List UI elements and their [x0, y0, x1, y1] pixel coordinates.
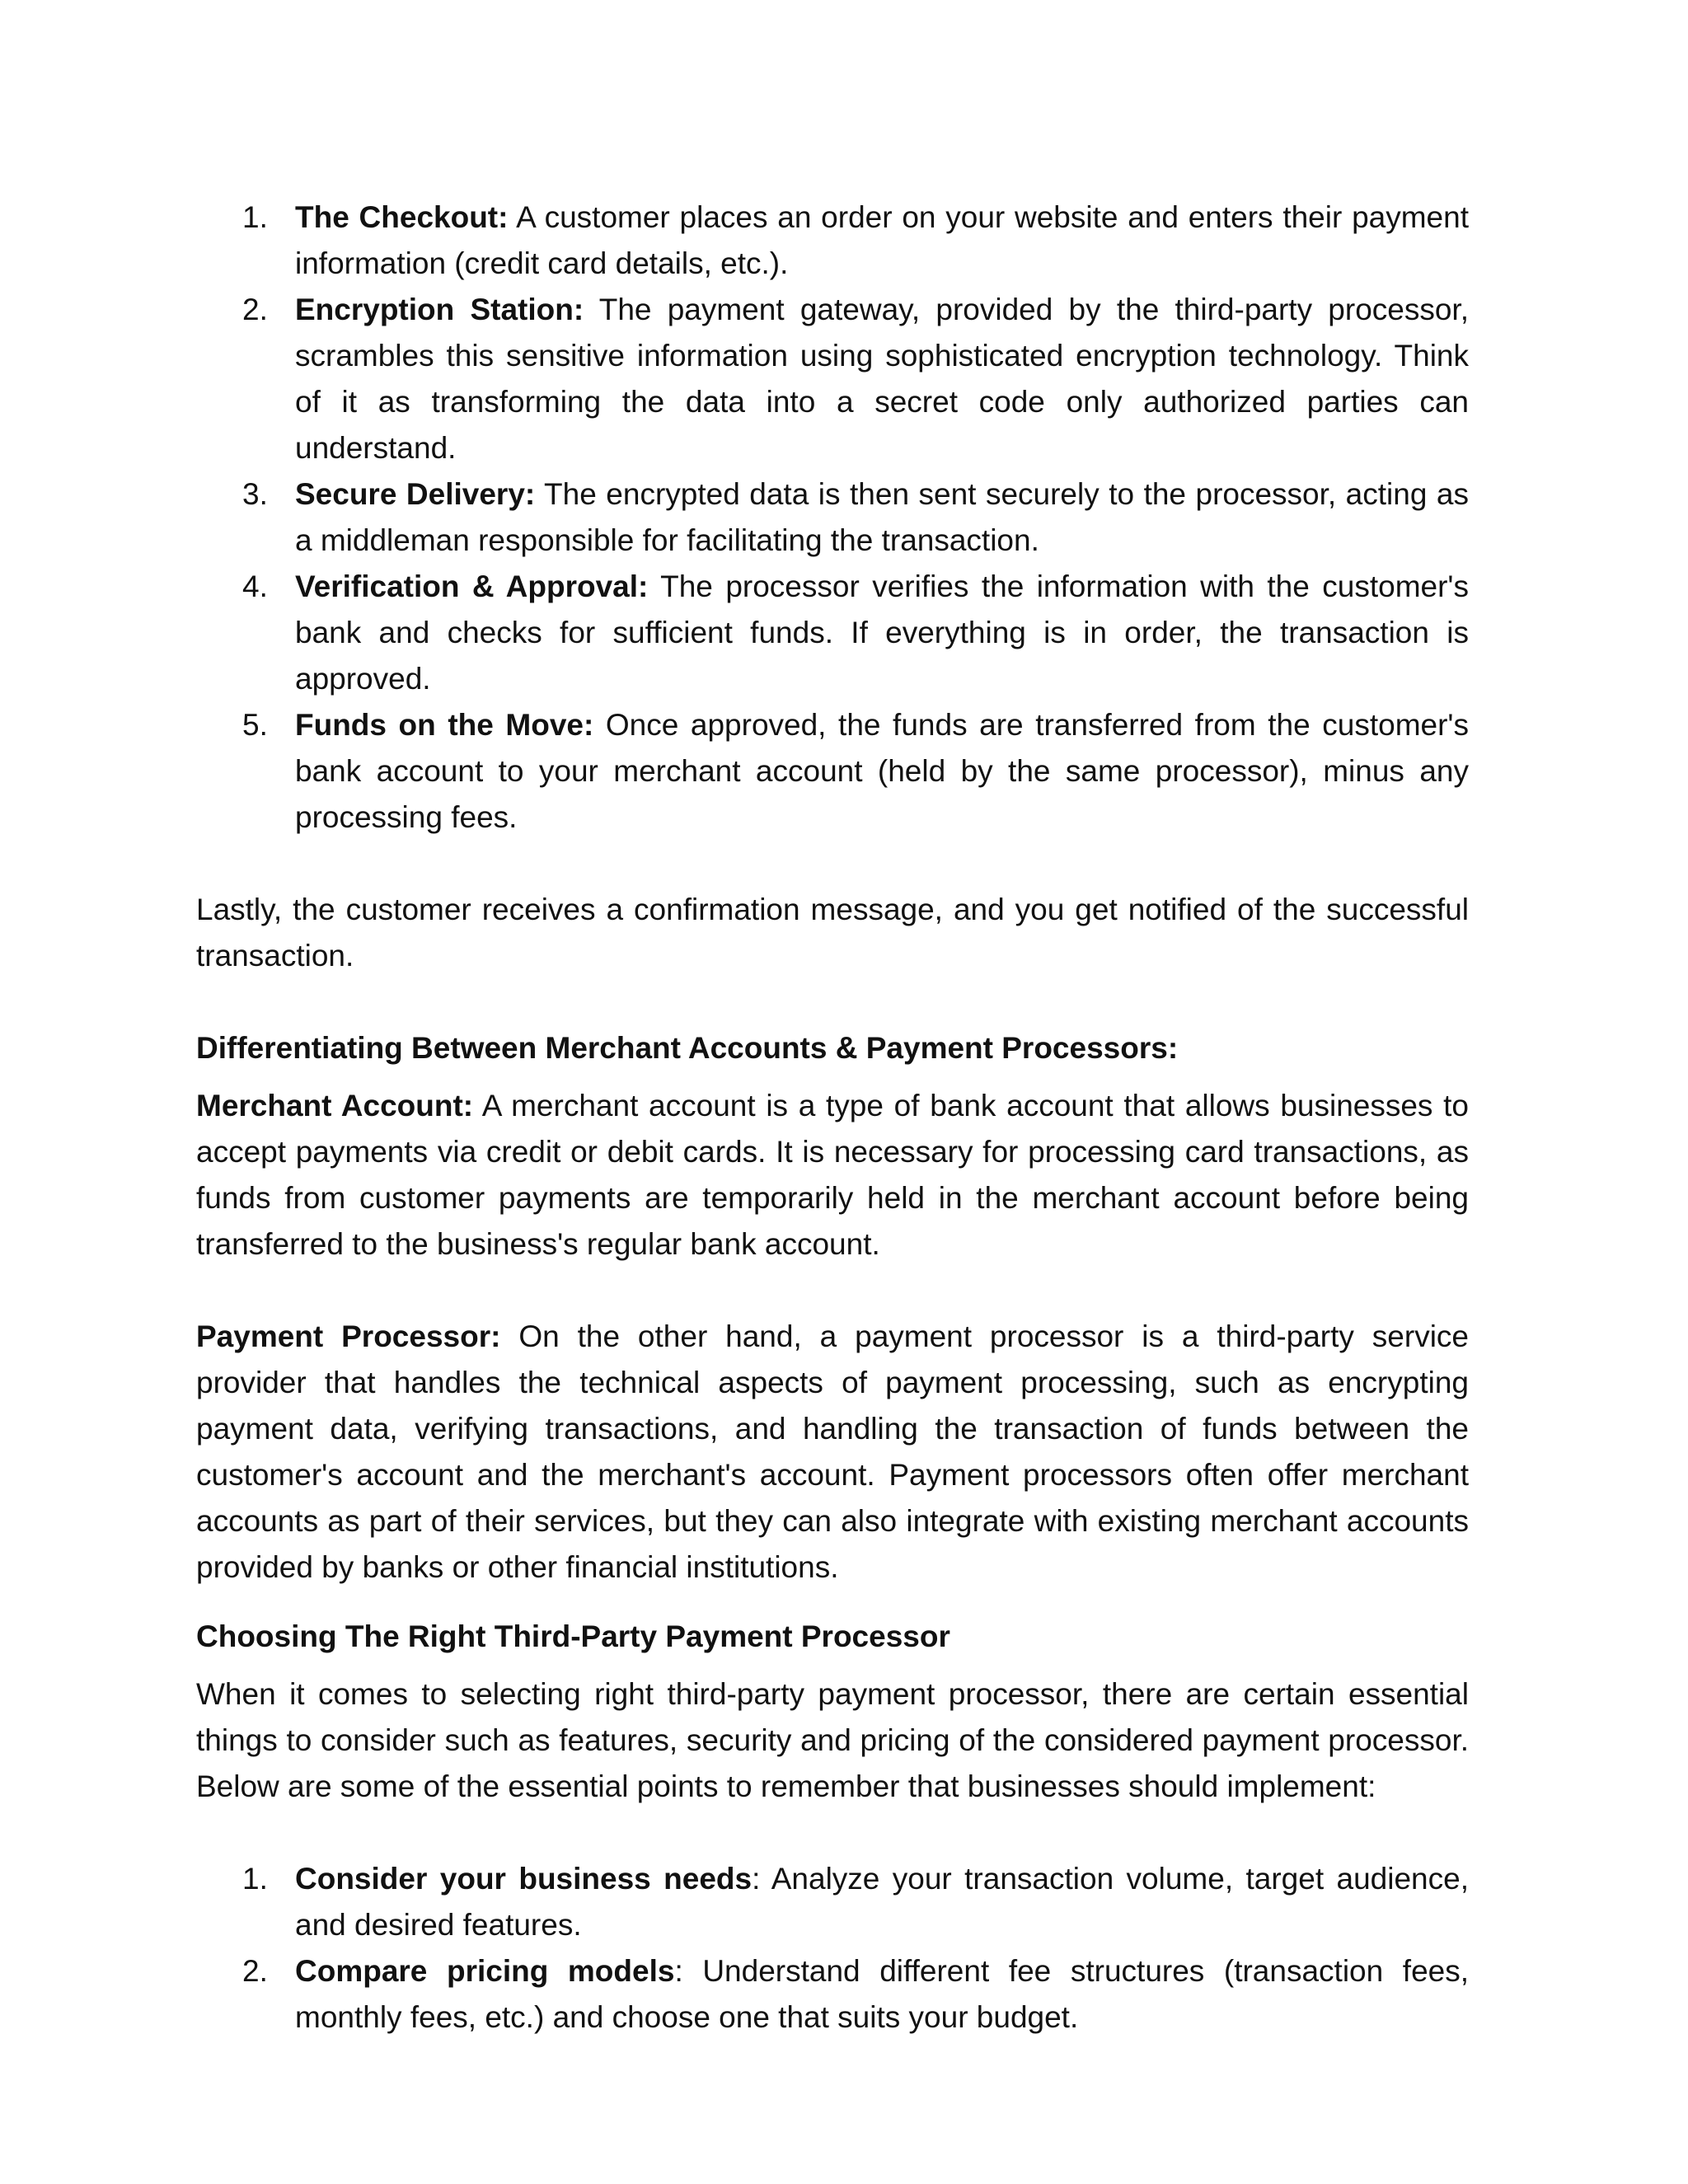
payment-steps-list: [196, 194, 1469, 841]
tip-text: : Analyze your transaction volume, target audience, and desired features.: [295, 1862, 1469, 1942]
step-title: Secure Delivery:: [295, 477, 536, 511]
list-item: [196, 564, 1469, 702]
merchant-account-paragraph: [196, 1083, 1469, 1268]
step-text: The payment gateway, provided by the third-party processor, scrambles this sensitive information using sophisticated encryption technology. Think of it as transforming the data into a secret code only authorized parties can understand.: [295, 293, 1469, 465]
list-item: [196, 287, 1469, 471]
step-title: The Checkout:: [295, 200, 509, 234]
step-title: Encryption Station:: [295, 293, 584, 326]
step-text: The encrypted data is then sent securely to the processor, acting as a middleman responsible for facilitating the transaction.: [295, 477, 1469, 557]
list-number: 3.: [242, 477, 268, 511]
list-number: 2.: [242, 1954, 268, 1988]
section-heading-differentiating: Differentiating Between Merchant Accounts & Payment Processors:: [196, 1031, 1179, 1065]
list-number: 1.: [242, 1862, 268, 1896]
payment-processor-text: On the other hand, a payment processor is a third-party service provider that handles the technical aspects of payment processing, such as encrypting payment data, verifying transactions, and handling the transaction of funds between the customer's account and the merchant's account. Payment processors often offer merchant accounts as part of their services, but they can also integrate with existing merchant accounts provided by banks or other financial institutions.: [196, 1319, 1469, 1584]
tip-title: Compare pricing models: [295, 1954, 675, 1988]
list-item: [196, 194, 1469, 287]
step-text: A customer places an order on your website and enters their payment information (credit card details, etc.).: [295, 200, 1469, 280]
step-title: Funds on the Move:: [295, 708, 594, 742]
list-item: [196, 702, 1469, 841]
step-text: Once approved, the funds are transferred from the customer's bank account to your merchant account (held by the same processor), minus any processing fees.: [295, 708, 1469, 834]
step-text: The processor verifies the information with the customer's bank and checks for sufficient funds. If everything is in order, the transaction is approved.: [295, 569, 1469, 696]
tip-title: Consider your business needs: [295, 1862, 753, 1896]
list-number: 2.: [242, 293, 268, 326]
list-number: 1.: [242, 200, 268, 234]
choosing-intro-paragraph: When it comes to selecting right third-party payment processor, there are certain essential things to consider such as features, security and pricing of the considered payment processor. Below are some of the essential points to remember that businesses should implement:: [196, 1677, 1469, 1803]
list-number: 5.: [242, 708, 268, 742]
choosing-tips-list: [196, 1856, 1469, 2041]
step-title: Verification & Approval:: [295, 569, 649, 603]
list-item: [196, 1856, 1469, 1948]
document-body: [196, 194, 1469, 2041]
list-number: 4.: [242, 569, 268, 603]
list-item: [196, 471, 1469, 564]
merchant-account-text: A merchant account is a type of bank account that allows businesses to accept payments via credit or debit cards. It is necessary for processing card transactions, as funds from customer payments are temporarily held in the merchant account before being transferred to the business's regular bank account.: [196, 1089, 1469, 1261]
payment-processor-paragraph: [196, 1314, 1469, 1591]
payment-processor-title: Payment Processor:: [196, 1319, 501, 1353]
section-heading-choosing: Choosing The Right Third-Party Payment Processor: [196, 1619, 950, 1653]
tip-text: : Understand different fee structures (transaction fees, monthly fees, etc.) and choose one that suits your budget.: [295, 1954, 1470, 2034]
closing-paragraph: Lastly, the customer receives a confirmation message, and you get notified of the successful transaction.: [196, 893, 1469, 972]
merchant-account-title: Merchant Account:: [196, 1089, 474, 1122]
list-item: [196, 1948, 1469, 2041]
